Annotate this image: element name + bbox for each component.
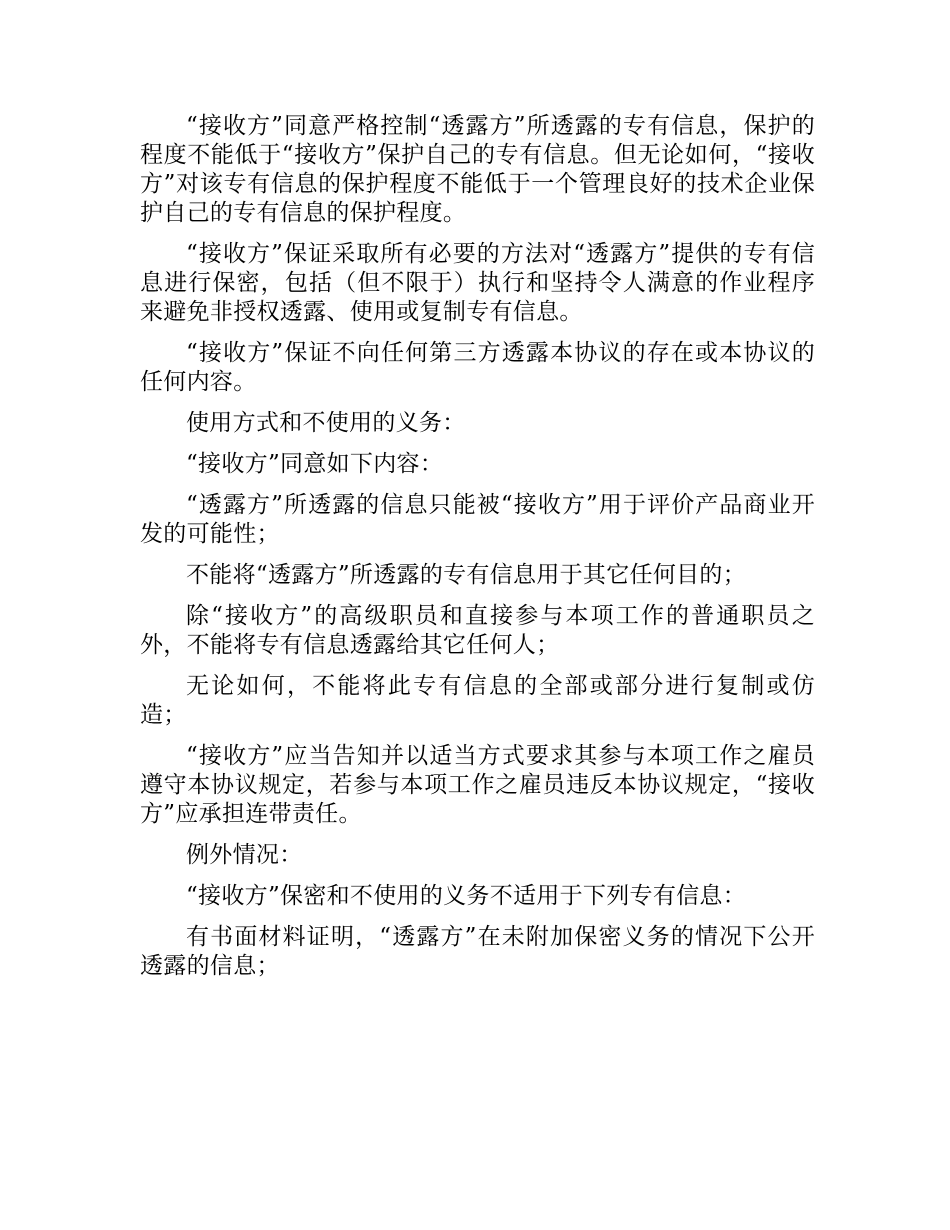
paragraph-2: “接收方”保证采取所有必要的方法对“透露方”提供的专有信息进行保密，包括（但不限于）执行和坚持令人满意的作业程序来避免非授权透露、使用或复制专有信息。: [140, 241, 815, 325]
paragraph-5: “接收方”同意如下内容：: [186, 451, 444, 477]
document-page: [140, 112, 815, 993]
paragraph-10: “接收方”应当告知并以适当方式要求其参与本项工作之雇员遵守本协议规定，若参与本项工作之雇员违反本协议规定，“接收方”应承担连带责任。: [140, 743, 815, 827]
paragraph-1: “接收方”同意严格控制“透露方”所透露的专有信息，保护的程度不能低于“接收方”保护自己的专有信息。但无论如何，“接收方”对该专有信息的保护程度不能低于一个管理良好的技术企业保护自己的专有信息的保护程度。: [140, 113, 815, 226]
paragraph-12: “接收方”保密和不使用的义务不适用于下列专有信息：: [186, 883, 747, 909]
paragraph-3: “接收方”保证不向任何第三方透露本协议的存在或本协议的任何内容。: [140, 340, 815, 395]
paragraph-11: 例外情况：: [186, 842, 303, 868]
paragraph-8: 除“接收方”的高级职员和直接参与本项工作的普通职员之外，不能将专有信息透露给其它任何人；: [140, 603, 815, 658]
paragraph-7: 不能将“透露方”所透露的专有信息用于其它任何目的；: [186, 562, 747, 588]
paragraph-13: 有书面材料证明，“透露方”在未附加保密义务的情况下公开透露的信息；: [140, 924, 815, 979]
paragraph-9: 无论如何，不能将此专有信息的全部或部分进行复制或仿造；: [140, 673, 815, 728]
paragraph-4: 使用方式和不使用的义务：: [186, 410, 466, 436]
paragraph-6: “透露方”所透露的信息只能被“接收方”用于评价产品商业开发的可能性；: [140, 492, 815, 547]
